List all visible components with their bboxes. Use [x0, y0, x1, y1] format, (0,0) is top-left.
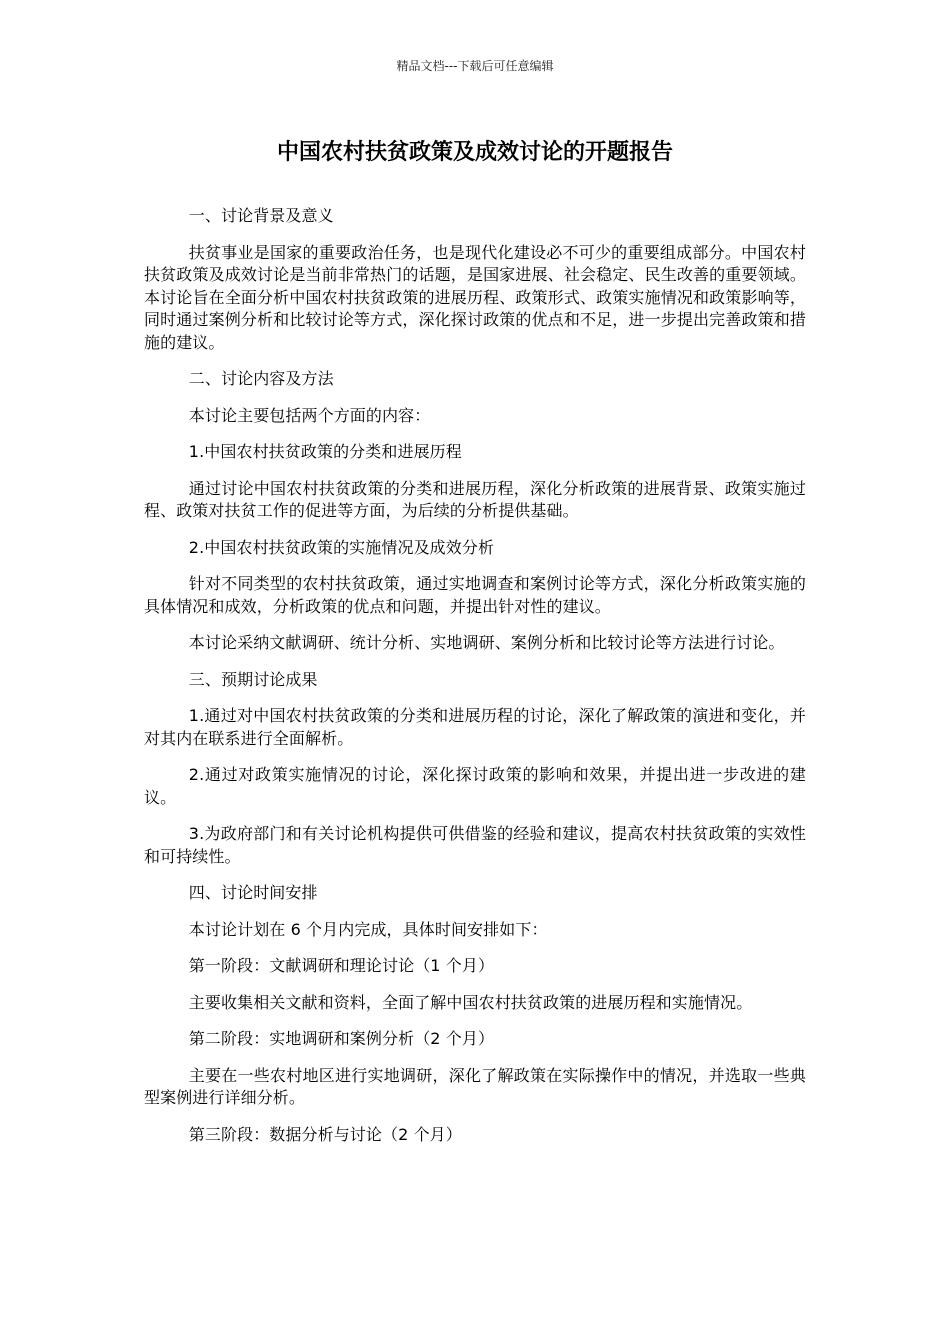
- subheading-policy-classification: 1.中国农村扶贫政策的分类和进展历程: [188, 442, 462, 461]
- paragraph-policy-classification: 通过讨论中国农村扶贫政策的分类和进展历程，深化分析政策的进展背景、政策实施过程、政策对扶贫工作的促进等方面，为后续的分析提供基础。: [144, 478, 806, 520]
- paragraph-result-3: 3.为政府部门和有关讨论机构提供可供借鉴的经验和建议，提高农村扶贫政策的实效性和可持续性。: [144, 824, 806, 866]
- stage-2-heading: 第二阶段：实地调研和案例分析（2 个月）: [188, 1029, 495, 1048]
- stage-2-description: 主要在一些农村地区进行实地调研，深化了解政策在实际操作中的情况，并选取一些典型案例进行详细分析。: [144, 1065, 806, 1107]
- section-heading-background: 一、讨论背景及意义: [188, 206, 334, 225]
- paragraph-methods: 本讨论采纳文献调研、统计分析、实地调研、案例分析和比较讨论等方法进行讨论。: [188, 633, 785, 652]
- section-heading-expected-results: 三、预期讨论成果: [188, 669, 318, 689]
- stage-3-heading: 第三阶段：数据分析与讨论（2 个月）: [188, 1124, 462, 1144]
- subheading-policy-implementation: 2.中国农村扶贫政策的实施情况及成效分析: [188, 537, 495, 557]
- paragraph-policy-implementation: 针对不同类型的农村扶贫政策，通过实地调查和案例讨论等方式，深化分析政策实施的具体情况和成效，分析政策的优点和问题，并提出针对性的建议。: [144, 574, 806, 616]
- section-heading-content-method: 二、讨论内容及方法: [188, 369, 334, 388]
- document-body: [144, 205, 806, 1160]
- paragraph-schedule-intro: 本讨论计划在 6 个月内完成，具体时间安排如下：: [188, 919, 548, 939]
- stage-1-heading: 第一阶段：文献调研和理论讨论（1 个月）: [188, 956, 495, 975]
- stage-1-description: 主要收集相关文献和资料，全面了解中国农村扶贫政策的进展历程和实施情况。: [188, 992, 753, 1012]
- paragraph-result-1: 1.通过对中国农村扶贫政策的分类和进展历程的讨论，深化了解政策的演进和变化，并对其内在联系进行全面解析。: [144, 706, 806, 748]
- paragraph-result-2: 2.通过对政策实施情况的讨论，深化探讨政策的影响和效果，并提出进一步改进的建议。: [144, 765, 806, 807]
- section-heading-schedule: 四、讨论时间安排: [188, 883, 318, 902]
- paragraph-background: 扶贫事业是国家的重要政治任务，也是现代化建设必不可少的重要组成部分。中国农村扶贫政策及成效讨论是当前非常热门的话题，是国家进展、社会稳定、民生改善的重要领域。本讨论旨在全面分析中国农村扶贫政策的进展历程、政策形式、政策实施情况和政策影响等，同时通过案例分析和比较讨论等方式，深化探讨政策的优点和不足，进一步提出完善政策和措施的建议。: [144, 242, 806, 352]
- page-header: 精品文档---下载后可任意编辑: [396, 59, 554, 73]
- document-title: 中国农村扶贫政策及成效讨论的开题报告: [276, 140, 673, 165]
- paragraph-content-intro: 本讨论主要包括两个方面的内容：: [188, 405, 431, 425]
